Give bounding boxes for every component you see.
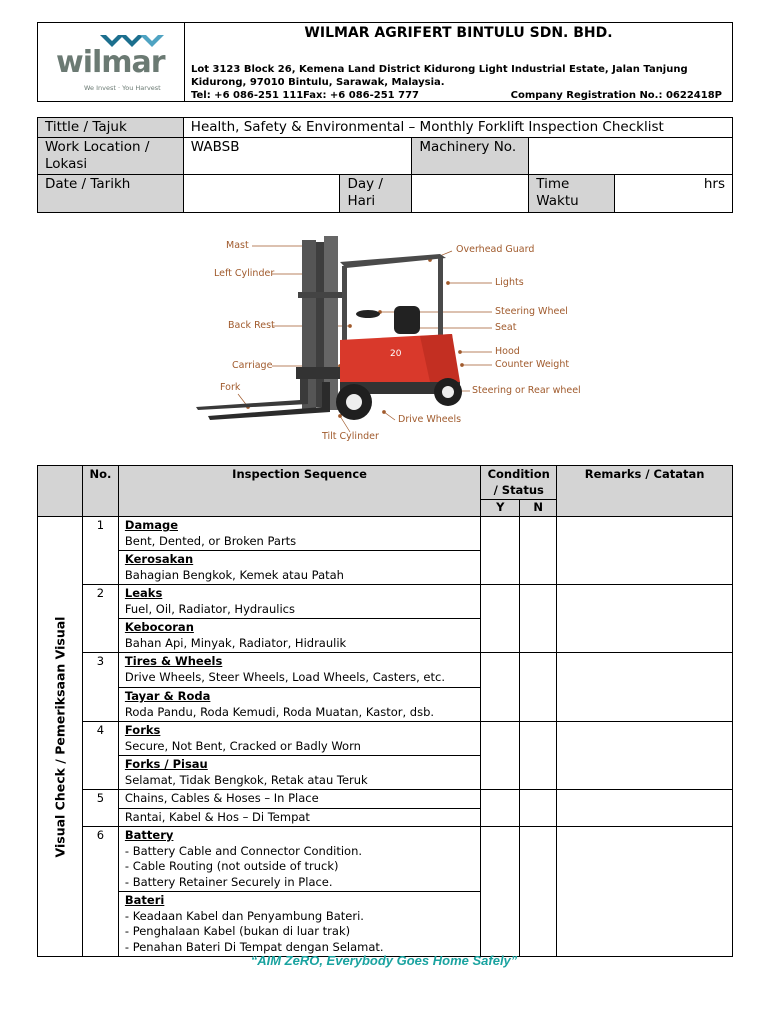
item-ms-line: - Penahan Bateri Di Tempat dengan Selamat. (124, 939, 384, 954)
item-ms (118, 892, 480, 957)
item-ms (118, 756, 480, 790)
item-en-line: - Cable Routing (not outside of truck) (124, 859, 339, 873)
item-en-text: Fuel, Oil, Radiator, Hydraulics (124, 601, 295, 616)
table-row (38, 827, 733, 892)
label-mast: Mast (226, 240, 249, 251)
label-left-cylinder: Left Cylinder (214, 268, 275, 279)
header-sequence: Inspection Sequence (118, 466, 480, 517)
remarks-field[interactable] (557, 827, 733, 957)
item-ms-text: Selamat, Tidak Bengkok, Retak atau Teruk (124, 772, 368, 787)
company-fax: Fax: +6 086-251 777 (303, 90, 419, 101)
item-en-text: Bent, Dented, or Broken Parts (124, 533, 297, 548)
company-logo (38, 23, 185, 101)
check-y[interactable] (481, 517, 520, 585)
item-ms-text: Bahagian Bengkok, Kemek atau Patah (124, 567, 344, 582)
label-overhead-guard: Overhead Guard (456, 244, 535, 255)
header-n: N (520, 500, 557, 517)
label-carriage: Carriage (232, 360, 273, 371)
label-rear-wheel: Steering or Rear wheel (472, 385, 581, 396)
item-en (118, 827, 480, 892)
form-meta-table (37, 117, 733, 213)
item-ms (118, 688, 480, 722)
item-ms-text: Rantai, Kabel & Hos – Di Tempat (118, 808, 480, 827)
item-en-line: - Battery Cable and Connector Condition. (124, 843, 363, 858)
item-ms-title: Forks / Pisau (124, 757, 208, 771)
item-no: 4 (82, 722, 118, 790)
machinery-field[interactable] (529, 138, 733, 175)
label-hood: Hood (495, 346, 520, 357)
check-n[interactable] (520, 585, 557, 653)
model-number: 20 (390, 349, 402, 359)
label-seat: Seat (495, 322, 517, 333)
remarks-field[interactable] (557, 790, 733, 827)
date-label: Date / Tarikh (38, 175, 184, 213)
inspection-checklist (37, 465, 733, 957)
label-steering-wheel: Steering Wheel (495, 306, 568, 317)
item-en-title: Forks (124, 723, 161, 737)
item-ms-text: Bahan Api, Minyak, Radiator, Hidraulik (124, 635, 347, 650)
check-y[interactable] (481, 653, 520, 722)
logo-tagline: We Invest · You Harvest (84, 84, 161, 92)
check-y[interactable] (481, 827, 520, 957)
item-ms-line: - Penghalaan Kabel (bukan di luar trak) (124, 924, 351, 938)
company-name: WILMAR AGRIFERT BINTULU SDN. BHD. (304, 25, 613, 41)
date-field[interactable] (183, 175, 340, 213)
time-unit: hrs (703, 176, 725, 192)
day-field[interactable] (412, 175, 529, 213)
check-y[interactable] (481, 722, 520, 790)
item-en (118, 722, 480, 756)
header-y: Y (481, 500, 520, 517)
item-ms-title: Bateri (124, 893, 165, 907)
table-row (38, 790, 733, 809)
forklift-diagram (190, 232, 580, 442)
label-lights: Lights (495, 277, 524, 288)
item-en-title: Tires & Wheels (124, 654, 223, 668)
section-label-cell (38, 517, 83, 957)
table-row (38, 517, 733, 551)
logo-text: wilmar (56, 45, 165, 80)
item-ms (118, 551, 480, 585)
table-row (38, 722, 733, 756)
label-tilt-cylinder: Tilt Cylinder (322, 431, 379, 442)
forklift-illustration (190, 232, 580, 442)
check-n[interactable] (520, 517, 557, 585)
section-label: Visual Check / Pemeriksaan Visual (52, 616, 68, 857)
item-no: 6 (82, 827, 118, 957)
location-value[interactable]: WABSB (183, 138, 412, 175)
title-label: Tittle / Tajuk (38, 118, 184, 138)
item-ms-title: Kebocoran (124, 620, 194, 634)
item-ms-title: Kerosakan (124, 552, 194, 566)
item-en-line: - Battery Retainer Securely in Place. (124, 874, 333, 889)
remarks-field[interactable] (557, 517, 733, 585)
safety-slogan: “AIM ZeRO, Everybody Goes Home Safely” (250, 953, 518, 968)
check-n[interactable] (520, 790, 557, 827)
item-no: 5 (82, 790, 118, 827)
item-en (118, 585, 480, 619)
time-label: Time Waktu (529, 175, 615, 213)
label-drive-wheels: Drive Wheels (398, 414, 462, 425)
company-address: Lot 3123 Block 26, Kemena Land District Kidurong Light Industrial Estate, Jalan Tanjung Kidurong, 97010 Bintulu, Sarawak, Malaysia. (191, 64, 688, 88)
header-condition: Condition / Status (481, 466, 557, 500)
item-ms-line: - Keadaan Kabel dan Penyambung Bateri. (124, 908, 364, 923)
check-n[interactable] (520, 722, 557, 790)
item-en-text: Chains, Cables & Hoses – In Place (118, 790, 480, 809)
item-en-text: Secure, Not Bent, Cracked or Badly Worn (124, 738, 361, 753)
item-ms (118, 619, 480, 653)
machinery-label: Machinery No. (412, 138, 529, 175)
table-row (38, 653, 733, 688)
day-label: Day / Hari (340, 175, 412, 213)
label-fork: Fork (220, 382, 241, 393)
item-ms-text: Roda Pandu, Roda Kemudi, Roda Muatan, Kastor, dsb. (124, 704, 435, 719)
remarks-field[interactable] (557, 722, 733, 790)
company-tel: Tel: +6 086-251 111 (191, 90, 304, 101)
label-counter-weight: Counter Weight (495, 359, 570, 370)
company-header (37, 22, 733, 102)
remarks-field[interactable] (557, 585, 733, 653)
item-no: 3 (82, 653, 118, 722)
title-value: Health, Safety & Environmental – Monthly Forklift Inspection Checklist (183, 118, 732, 138)
item-no: 1 (82, 517, 118, 585)
item-en (118, 517, 480, 551)
remarks-field[interactable] (557, 653, 733, 722)
check-n[interactable] (520, 653, 557, 722)
header-remarks: Remarks / Catatan (557, 466, 733, 517)
item-en-title: Leaks (124, 586, 163, 600)
check-n[interactable] (520, 827, 557, 957)
time-field[interactable] (615, 175, 733, 213)
item-no: 2 (82, 585, 118, 653)
header-no: No. (82, 466, 118, 517)
label-back-rest: Back Rest (228, 320, 275, 331)
check-y[interactable] (481, 790, 520, 827)
table-row (38, 585, 733, 619)
item-en-text: Drive Wheels, Steer Wheels, Load Wheels, Casters, etc. (124, 669, 445, 684)
item-en-title: Battery (124, 828, 174, 842)
item-en-title: Damage (124, 518, 178, 532)
item-en (118, 653, 480, 688)
company-registration: Company Registration No.: 0622418P (510, 90, 722, 101)
location-label: Work Location / Lokasi (38, 138, 184, 175)
check-y[interactable] (481, 585, 520, 653)
header-section-blank (38, 466, 83, 517)
item-ms-title: Tayar & Roda (124, 689, 211, 703)
